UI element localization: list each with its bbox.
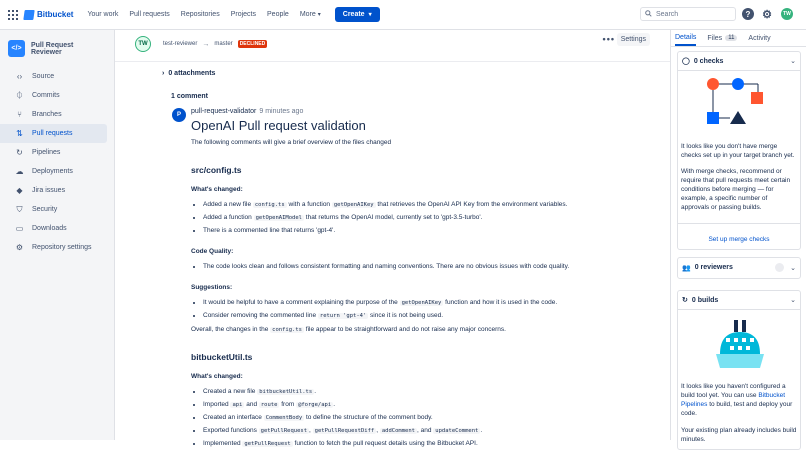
- overall-summary: Overall, the changes in the config.ts file appear to be straightforward and do not raise any major concerns.: [191, 326, 506, 333]
- chevron-down-icon: ⌄: [790, 58, 796, 65]
- checks-card: [677, 51, 801, 250]
- main-content: [115, 30, 670, 447]
- status-badge: DECLINED: [239, 41, 266, 47]
- reviewers-card: [677, 257, 801, 279]
- list-item: • Created a new file bitbucketUtil.ts .: [203, 385, 661, 398]
- list-item: • Exported functions getPullRequest , getPullRequestDiff , addComment , and updateComment .: [203, 424, 661, 437]
- people-icon: 👥: [682, 264, 691, 272]
- sidebar-item-security[interactable]: ⛉ Security: [16, 204, 58, 214]
- nav-people[interactable]: People: [267, 11, 289, 18]
- file-heading: bitbucketUtil.ts: [191, 352, 253, 362]
- sidebar-item-commits[interactable]: ⏀ Commits: [15, 91, 60, 100]
- sidebar-item-downloads[interactable]: ▭ Downloads: [15, 224, 67, 233]
- section-heading: Code Quality:: [191, 248, 234, 255]
- builds-header[interactable]: ↻ 0 builds ⌄: [678, 291, 800, 310]
- list-item: • Consider removing the commented line return 'gpt-4' since it is not being used.: [203, 309, 661, 322]
- deployments-icon: ☁: [15, 167, 24, 176]
- more-actions-icon[interactable]: •••: [602, 34, 615, 44]
- bitbucket-logo-icon: [23, 10, 34, 20]
- sidebar: [0, 30, 115, 440]
- author-avatar[interactable]: TW: [135, 36, 151, 52]
- app-switcher-icon[interactable]: [8, 10, 18, 20]
- tab-details[interactable]: Details: [675, 30, 696, 46]
- target-branch[interactable]: master: [214, 41, 233, 47]
- file-heading: src/config.ts: [191, 165, 242, 175]
- pipelines-icon: ↻: [16, 148, 23, 157]
- repo-avatar: </>: [8, 40, 25, 57]
- sidebar-item-deployments[interactable]: ☁ Deployments: [15, 167, 73, 176]
- repo-header[interactable]: [0, 30, 114, 67]
- section-heading: What's changed:: [191, 373, 243, 380]
- right-panel: [670, 30, 806, 443]
- list-item: • The code looks clean and follows consistent formatting and naming conventions. There are no obvious issues with code quality.: [203, 260, 661, 273]
- commit-icon: ⏀: [15, 91, 24, 100]
- source-branch[interactable]: test-reviewer: [163, 41, 198, 47]
- bitbucket-logo[interactable]: Bitbucket: [24, 10, 73, 20]
- section-heading: What's changed:: [191, 186, 243, 193]
- chevron-down-icon: ⌄: [790, 264, 796, 272]
- tab-files[interactable]: Files 11: [707, 30, 737, 46]
- section-heading: Suggestions:: [191, 284, 233, 291]
- search-icon: [645, 10, 652, 19]
- nav-pull-requests[interactable]: Pull requests: [129, 11, 170, 18]
- sidebar-item-branches[interactable]: ⑂ Branches: [0, 105, 107, 124]
- divider: [115, 61, 670, 62]
- reviewers-header[interactable]: 👥 0 reviewers ⌄: [682, 264, 796, 272]
- comment-meta: [191, 108, 303, 115]
- quality-list: [191, 260, 661, 273]
- sidebar-item-source[interactable]: ‹› Source: [16, 72, 55, 81]
- list-item: • Imported api and route from @forge/api .: [203, 398, 661, 411]
- comment-time[interactable]: 9 minutes ago: [259, 108, 304, 115]
- comment-count: 1 comment: [171, 93, 208, 100]
- download-icon: ▭: [15, 224, 24, 233]
- chevron-down-icon: ▾: [317, 12, 321, 18]
- setup-merge-checks-link[interactable]: Set up merge checks: [678, 223, 800, 251]
- create-button[interactable]: Create ▾: [335, 7, 380, 22]
- add-reviewer-icon[interactable]: [775, 263, 784, 272]
- sidebar-item-jira-issues[interactable]: ◆ Jira issues: [16, 186, 66, 195]
- chevron-down-icon: ▾: [368, 12, 372, 18]
- builds-description: It looks like you haven't configured a build tool yet. You can use Bitbucket Pipelines to build, test and deploy your code.: [681, 383, 793, 417]
- list-item: • Implemented getPullRequest function to fetch the pull request details using the Bitbucket API.: [203, 437, 661, 450]
- pipelines-illustration: [678, 314, 802, 378]
- nav-your-work[interactable]: Your work: [87, 11, 119, 18]
- comment-title: OpenAI Pull request validation: [191, 118, 366, 133]
- gear-icon: ⚙: [15, 243, 24, 252]
- list-item: • Added a new file config.ts with a function getOpenAIKey that retrieves the OpenAI API Key from the environment variables.: [203, 198, 661, 211]
- nav-more[interactable]: More ▾: [299, 11, 321, 18]
- merge-checks-illustration: [678, 75, 802, 135]
- files-count-badge: 11: [725, 35, 737, 41]
- chevron-right-icon: ›: [162, 70, 165, 77]
- list-item: • There is a commented line that returns 'gpt-4'.: [203, 224, 661, 237]
- code-icon: ‹›: [16, 72, 23, 81]
- sidebar-item-pipelines[interactable]: ↻ Pipelines: [16, 148, 61, 157]
- commenter-avatar[interactable]: P: [172, 108, 186, 122]
- checks-header[interactable]: ◯ 0 checks ⌄: [678, 52, 800, 71]
- arrow-right-icon: →: [202, 40, 210, 48]
- checks-description: It looks like you don't have merge checks set up in your target branch yet.: [681, 143, 795, 159]
- list-item: • Added a function getOpenAIModel that returns the OpenAI model, currently set to 'gpt-3.5-turbo'.: [203, 211, 661, 224]
- checks-description-2: With merge checks, recommend or require that pull requests meet certain conditions before merging — for example, a specific number of approvals or passing builds.: [681, 168, 791, 211]
- change-list: [191, 385, 661, 450]
- list-item: • Created an interface CommentBody to define the structure of the comment body.: [203, 411, 661, 424]
- search-input[interactable]: Search: [640, 7, 736, 21]
- shield-icon: ⛉: [16, 204, 23, 214]
- builds-card: [677, 290, 801, 450]
- settings-button[interactable]: Settings: [617, 33, 650, 46]
- builds-description-2: Your existing plan already includes build minutes.: [681, 427, 797, 443]
- panel-tabs: [671, 30, 806, 47]
- sidebar-item-repository-settings[interactable]: ⚙ Repository settings: [15, 243, 92, 252]
- jira-icon: ◆: [16, 186, 23, 195]
- pr-header: [135, 33, 670, 55]
- avatar[interactable]: TW: [781, 8, 793, 20]
- pull-request-icon: ⇅: [16, 129, 23, 138]
- help-icon[interactable]: ?: [742, 8, 754, 20]
- build-icon: ↻: [682, 297, 688, 304]
- attachments-toggle[interactable]: › 0 attachments: [162, 70, 216, 77]
- nav-projects[interactable]: Projects: [230, 11, 257, 18]
- branch-icon: ⑂: [17, 110, 22, 119]
- repo-name: Pull Request Reviewer: [30, 41, 74, 56]
- bitbucket-pipelines-link[interactable]: Bitbucket Pipelines: [681, 392, 786, 408]
- comment-intro: The following comments will give a brief overview of the files changed: [191, 139, 392, 146]
- nav-repositories[interactable]: Repositories: [180, 11, 220, 18]
- comment-body: [191, 118, 661, 450]
- sidebar-item-pull-requests[interactable]: ⇅ Pull requests: [0, 124, 107, 143]
- chevron-down-icon: ⌄: [790, 297, 796, 304]
- change-list: [191, 198, 661, 237]
- tab-activity[interactable]: Activity: [748, 34, 771, 42]
- gear-icon[interactable]: ⚙: [762, 8, 772, 21]
- comment-author[interactable]: pull-request-validator: [191, 108, 257, 115]
- list-item: • It would be helpful to have a comment explaining the purpose of the getOpenAIKey function and how it is used in the code.: [203, 296, 661, 309]
- check-circle-icon: ◯: [682, 58, 690, 65]
- suggestions-list: [191, 296, 661, 322]
